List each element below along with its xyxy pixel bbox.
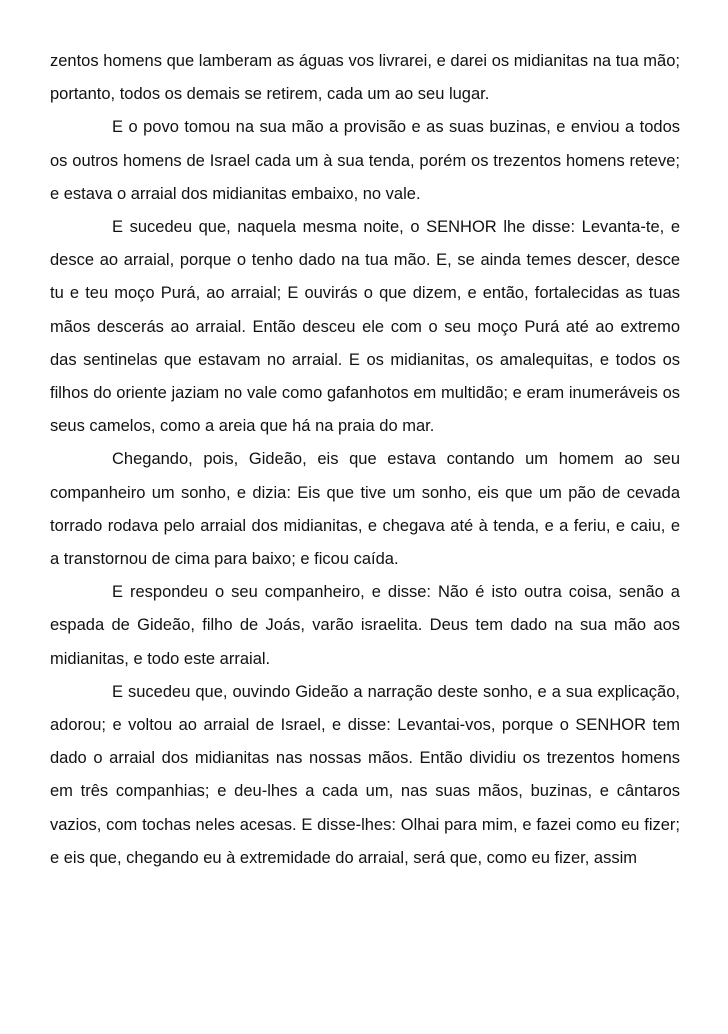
paragraph-1: zentos homens que lamberam as águas vos livrarei, e darei os midianitas na tua mão; portanto, todos os demais se retirem, cada um ao seu lugar.	[50, 52, 680, 104]
paragraph-5: E respondeu o seu companheiro, e disse: Não é isto outra coisa, senão a espada de Gideão, filho de Joás, varão israelita. Deus tem dado na sua mão aos midianitas, e todo este arraial.	[50, 583, 680, 668]
paragraph-6: E sucedeu que, ouvindo Gideão a narração deste sonho, e a sua explicação, adorou; e voltou ao arraial de Israel, e disse: Levantai-vos, porque o SENHOR tem dado o arraial dos midianitas nas nossas mãos. Então dividiu os trezentos homens em três companhias; e deu-lhes a cada um, nas suas mãos, buzinas, e cântaros vazios, com tochas neles acesas. E disse-lhes: Olhai para mim, e fazei como eu fizer; e eis que, chegando eu à extremidade do arraial, será que, como eu fizer, assim	[50, 682, 680, 867]
document-page	[50, 45, 680, 875]
paragraph-4: Chegando, pois, Gideão, eis que estava contando um homem ao seu companheiro um sonho, e dizia: Eis que tive um sonho, eis que um pão de cevada torrado rodava pelo arraial dos midianitas, e chegava até à tenda, e a feriu, e caiu, e a transtornou de cima para baixo; e ficou caída.	[50, 450, 680, 569]
paragraph-3: E sucedeu que, naquela mesma noite, o SENHOR lhe disse: Levanta-te, e desce ao arraial, porque o tenho dado na tua mão. E, se ainda temes descer, desce tu e teu moço Purá, ao arraial; E ouvirás o que dizem, e então, fortalecidas as tuas mãos descerás ao arraial. Então desceu ele com o seu moço Purá até ao extremo das sentinelas que estavam no arraial. E os midianitas, os amalequitas, e todos os filhos do oriente jaziam no vale como gafanhotos em multidão; e eram inumeráveis os seus camelos, como a areia que há na praia do mar.	[50, 218, 680, 436]
paragraph-2: E o povo tomou na sua mão a provisão e as suas buzinas, e enviou a todos os outros homens de Israel cada um à sua tenda, porém os trezentos homens reteve; e estava o arraial dos midianitas embaixo, no vale.	[50, 118, 680, 203]
